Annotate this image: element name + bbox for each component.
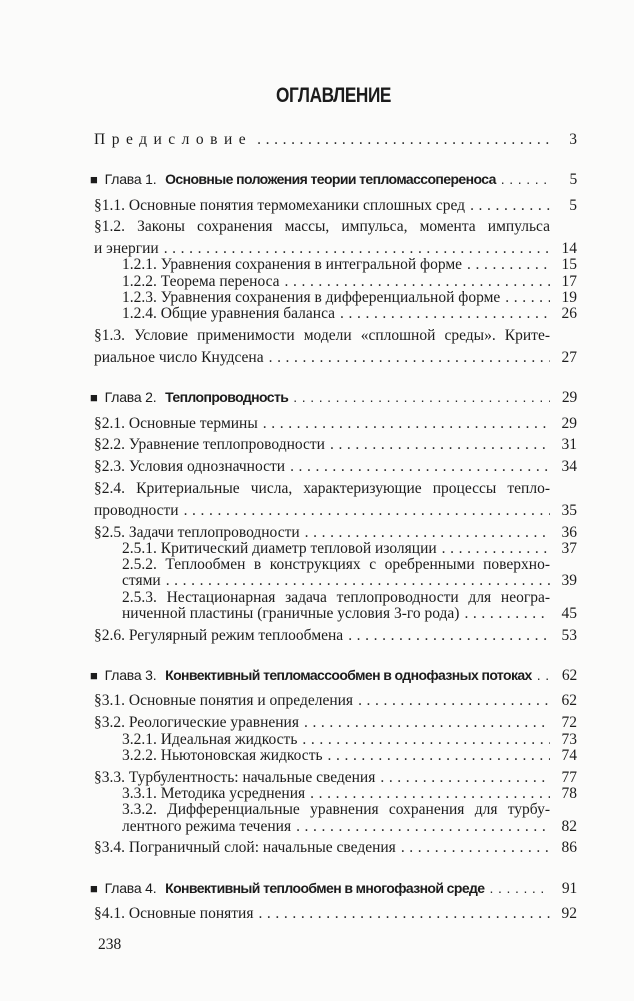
toc-entry-section bbox=[90, 350, 577, 366]
entry-text: стями bbox=[122, 572, 161, 590]
entry-text: проводности bbox=[94, 501, 179, 519]
chapter-title: Конвективный тепломассообмен в однофазных потоках bbox=[165, 667, 532, 684]
entry-text: 3.2.2. Ньютоновская жидкость bbox=[122, 746, 323, 764]
entry-text: §3.3. Турбулентность: начальные сведения bbox=[94, 768, 376, 786]
chapter-title: Основные положения теории тепломассопереноса bbox=[165, 171, 496, 188]
entry-text: 2.5.3. Нестационарная задача теплопроводности для неогра- bbox=[122, 588, 550, 606]
toc-entry-subsection bbox=[90, 590, 577, 606]
chapter-number: Глава 1. bbox=[104, 171, 161, 188]
entry-text: 3.3.1. Методика усреднения bbox=[122, 784, 306, 802]
toc-entry-section bbox=[90, 906, 577, 922]
toc-entry-subsection bbox=[90, 541, 577, 557]
chapter-title: Теплопроводность bbox=[165, 389, 289, 406]
chapter-marker-icon: ■ bbox=[90, 172, 98, 188]
toc-entry-subsection bbox=[90, 306, 577, 322]
entry-page-number: 3 bbox=[569, 131, 577, 148]
dot-leader bbox=[464, 606, 550, 622]
entry-page-number: 45 bbox=[561, 605, 577, 623]
entry-text: 1.2.3. Уравнения сохранения в дифференциальной форме bbox=[122, 289, 501, 307]
toc-entry-chapter bbox=[90, 667, 577, 684]
dot-leader bbox=[501, 171, 550, 187]
entry-page-number: 15 bbox=[561, 256, 577, 274]
chapter-number: Глава 3. bbox=[104, 667, 161, 684]
entry-page-number: 39 bbox=[561, 572, 577, 590]
entry-page-number: 82 bbox=[561, 817, 577, 835]
entry-page-number: 53 bbox=[561, 626, 577, 644]
dot-leader bbox=[305, 525, 550, 541]
dot-leader bbox=[310, 786, 550, 802]
dot-leader bbox=[285, 274, 550, 290]
entry-page-number: 37 bbox=[561, 539, 577, 557]
toc-entry-subsection bbox=[90, 802, 577, 818]
entry-page-number: 62 bbox=[561, 667, 577, 685]
toc-entry-section bbox=[90, 693, 577, 709]
dot-leader bbox=[537, 667, 550, 683]
entry-text: §3.2. Реологические уравнения bbox=[94, 714, 299, 732]
toc-entry-section bbox=[90, 628, 577, 644]
toc-entry-section bbox=[90, 481, 577, 497]
dot-leader bbox=[358, 693, 550, 709]
entry-text: 1.2.1. Уравнения сохранения в интегральной форме bbox=[122, 256, 463, 274]
entry-text: §1.3. Условие применимости модели «сплошной среды». Крите- bbox=[94, 327, 550, 345]
toc-list bbox=[90, 132, 577, 922]
entry-page-number: 72 bbox=[561, 714, 577, 732]
entry-text: 2.5.1. Критический диаметр тепловой изоляции bbox=[122, 539, 437, 557]
chapter-marker-icon: ■ bbox=[90, 390, 98, 406]
entry-page-number: 17 bbox=[561, 272, 577, 290]
toc-entry-section bbox=[90, 459, 577, 475]
dot-leader bbox=[269, 350, 550, 366]
entry-page-number: 35 bbox=[561, 501, 577, 519]
entry-text: §2.1. Основные термины bbox=[94, 414, 258, 432]
entry-text bbox=[90, 389, 288, 405]
entry-page-number: 78 bbox=[561, 784, 577, 802]
entry-text: §2.3. Условия однозначности bbox=[94, 458, 286, 476]
toc-entry-subsection bbox=[90, 557, 577, 573]
entry-text: 1.2.2. Теорема переноса bbox=[122, 272, 280, 290]
entry-page-number: 5 bbox=[569, 171, 577, 189]
entry-text: §2.5. Задачи теплопроводности bbox=[94, 523, 300, 541]
chapter-marker-icon: ■ bbox=[90, 880, 98, 896]
dot-leader bbox=[166, 573, 550, 589]
dot-leader bbox=[467, 257, 550, 273]
entry-text bbox=[90, 171, 496, 187]
toc-entry-subsection bbox=[90, 290, 577, 306]
entry-text bbox=[90, 880, 484, 896]
entry-text: §2.2. Уравнение теплопроводности bbox=[94, 436, 325, 454]
entry-text: §3.1. Основные понятия и определения bbox=[94, 692, 354, 710]
entry-text: §2.6. Регулярный режим теплообмена bbox=[94, 626, 344, 644]
dot-leader bbox=[330, 437, 550, 453]
dot-leader bbox=[470, 198, 550, 214]
entry-text: Предисловие bbox=[94, 131, 253, 148]
entry-text: §1.1. Основные понятия термомеханики сплошных сред bbox=[94, 196, 466, 214]
toc-entry-subsection bbox=[90, 257, 577, 273]
entry-text: §3.4. Пограничный слой: начальные сведения bbox=[94, 839, 396, 857]
toc-entry-subsection bbox=[90, 732, 577, 748]
entry-page-number: 31 bbox=[561, 436, 577, 454]
entry-page-number: 91 bbox=[561, 879, 577, 897]
dot-leader bbox=[505, 290, 550, 306]
toc-entry-subsection bbox=[90, 819, 577, 835]
entry-page-number: 77 bbox=[561, 768, 577, 786]
toc-entry-section bbox=[90, 503, 577, 519]
dot-leader bbox=[290, 459, 550, 475]
toc-entry-subsection bbox=[90, 786, 577, 802]
dot-leader bbox=[304, 715, 550, 731]
toc-entry-section bbox=[90, 198, 577, 214]
dot-leader bbox=[442, 541, 550, 557]
entry-page-number: 74 bbox=[561, 746, 577, 764]
entry-page-number: 34 bbox=[561, 458, 577, 476]
entry-page-number: 86 bbox=[561, 839, 577, 857]
chapter-number: Глава 2. bbox=[104, 389, 161, 406]
entry-text: риальное число Кнудсена bbox=[94, 348, 264, 366]
toc-entry-section bbox=[90, 416, 577, 432]
entry-page-number: 29 bbox=[561, 389, 577, 407]
dot-leader bbox=[380, 770, 550, 786]
entry-page-number: 62 bbox=[561, 692, 577, 710]
toc-entry-preface bbox=[90, 132, 577, 148]
chapter-marker-icon: ■ bbox=[90, 668, 98, 684]
entry-page-number: 73 bbox=[561, 730, 577, 748]
folio-page-number: 238 bbox=[98, 936, 122, 954]
toc-entry-section bbox=[90, 715, 577, 731]
entry-page-number: 29 bbox=[561, 414, 577, 432]
toc-entry-subsection bbox=[90, 748, 577, 764]
entry-text: 2.5.2. Теплообмен в конструкциях с оребренными поверхно- bbox=[122, 556, 550, 574]
toc-entry-section bbox=[90, 437, 577, 453]
dot-leader bbox=[257, 132, 550, 148]
toc-entry-section bbox=[90, 840, 577, 856]
toc-entry-subsection bbox=[90, 606, 577, 622]
entry-text: 3.3.2. Дифференциальные уравнения сохранения для турбу- bbox=[122, 801, 550, 819]
toc-entry-subsection bbox=[90, 274, 577, 290]
toc-entry-section bbox=[90, 328, 577, 344]
entry-text bbox=[90, 667, 532, 683]
page-title: ОГЛАВЛЕНИЕ bbox=[275, 84, 392, 107]
dot-leader bbox=[293, 389, 550, 405]
dot-leader bbox=[340, 306, 550, 322]
dot-leader bbox=[296, 819, 550, 835]
toc-entry-section bbox=[90, 241, 577, 257]
dot-leader bbox=[184, 503, 550, 519]
entry-page-number: 27 bbox=[561, 348, 577, 366]
toc-entry-chapter bbox=[90, 389, 577, 406]
entry-text: лентного режима течения bbox=[122, 817, 292, 835]
dot-leader bbox=[263, 416, 550, 432]
dot-leader bbox=[258, 906, 550, 922]
entry-text: §2.4. Критериальные числа, характеризующие процессы тепло- bbox=[94, 479, 550, 497]
dot-leader bbox=[348, 628, 550, 644]
entry-page-number: 5 bbox=[569, 196, 577, 214]
dot-leader bbox=[302, 732, 550, 748]
entry-text: 1.2.4. Общие уравнения баланса bbox=[122, 305, 336, 323]
entry-text: ниченной пластины (граничные условия 3-го рода) bbox=[122, 605, 460, 623]
entry-text: §4.1. Основные понятия bbox=[94, 904, 254, 922]
toc-entry-subsection bbox=[90, 573, 577, 589]
entry-page-number: 14 bbox=[561, 240, 577, 258]
toc-entry-chapter bbox=[90, 171, 577, 188]
entry-text: §1.2. Законы сохранения массы, импульса, момента импульса bbox=[94, 218, 550, 236]
entry-text: и энергии bbox=[94, 240, 159, 258]
entry-page-number: 19 bbox=[561, 289, 577, 307]
dot-leader bbox=[164, 241, 550, 257]
entry-page-number: 92 bbox=[561, 904, 577, 922]
dot-leader bbox=[489, 880, 550, 896]
entry-text: 3.2.1. Идеальная жидкость bbox=[122, 730, 298, 748]
chapter-title: Конвективный теплообмен в многофазной среде bbox=[165, 879, 485, 896]
entry-page-number: 36 bbox=[561, 523, 577, 541]
entry-page-number: 26 bbox=[561, 305, 577, 323]
dot-leader bbox=[328, 748, 550, 764]
toc-entry-section bbox=[90, 770, 577, 786]
toc-entry-section bbox=[90, 525, 577, 541]
dot-leader bbox=[401, 840, 550, 856]
toc-entry-chapter bbox=[90, 880, 577, 897]
toc-entry-section bbox=[90, 219, 577, 235]
chapter-number: Глава 4. bbox=[104, 879, 161, 896]
